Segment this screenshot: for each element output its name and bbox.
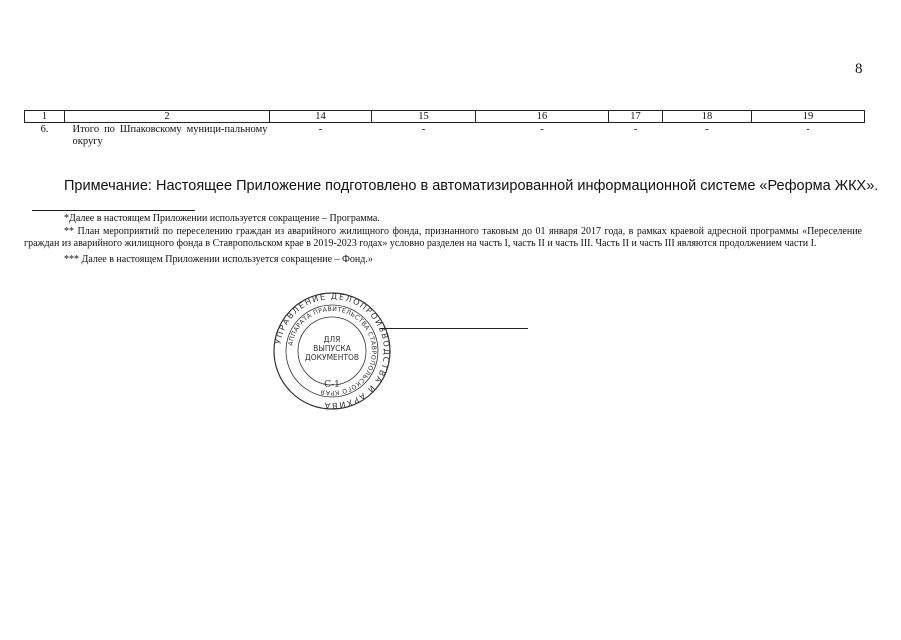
table-header-row (25, 111, 865, 123)
footnote-divider (32, 210, 195, 211)
stamp-code: С-1 (324, 380, 340, 390)
table-cell: - (633, 124, 638, 135)
footnote-3: *** Далее в настоящем Приложении используется сокращение – Фонд.» (64, 253, 373, 265)
row-name: Итого по Шпаковскому муници-пальному округу (72, 124, 268, 147)
stamp-center-line: ВЫПУСКА (313, 344, 351, 353)
official-stamp (272, 291, 392, 411)
table-row (25, 123, 865, 149)
stamp-center-line: ДЛЯ (323, 335, 341, 344)
footnote-2: ** План мероприятий по переселению граждан из аварийного жилищного фонда, признанного таковым до 01 января 2017 года, в рамках краевой адресной программы «Переселение граждан из аварийного жилищного фонда в Ставропольском крае в 2019-2023 годах» условно разделен на часть I, часть II и часть III. Часть II и часть III являются продолжением части I. (24, 225, 862, 249)
column-header: 18 (663, 111, 752, 123)
stamp-center-line: ДОКУМЕНТОВ (304, 353, 360, 362)
table-cell: - (806, 124, 810, 135)
signature-line (380, 328, 528, 329)
footnotes (24, 213, 862, 266)
table-cell: - (318, 124, 323, 135)
row-number: 6. (40, 124, 49, 135)
note-text: Примечание: Настоящее Приложение подготовлено в автоматизированной информационной системе «Реформа ЖКХ». (64, 178, 879, 194)
column-header: 1 (25, 111, 65, 123)
column-header: 2 (65, 111, 270, 123)
column-header: 19 (752, 111, 865, 123)
stamp-outer-text: УПРАВЛЕНИЕ ДЕЛОПРОИЗВОДСТВА И АРХИВА (273, 291, 392, 411)
table-cell: - (540, 124, 544, 135)
data-table (24, 110, 865, 148)
footnote-1: *Далее в настоящем Приложении используется сокращение – Программа. (64, 213, 380, 224)
table-cell: - (421, 124, 426, 135)
column-header: 17 (609, 111, 663, 123)
page-number: 8 (855, 61, 863, 77)
stamp-inner-text: АППАРАТА ПРАВИТЕЛЬСТВА СТАВРОПОЛЬСКОГО КРАЯ (287, 305, 378, 397)
column-header: 16 (476, 111, 609, 123)
column-header: 15 (372, 111, 476, 123)
table-cell: - (705, 124, 709, 135)
column-header: 14 (270, 111, 372, 123)
